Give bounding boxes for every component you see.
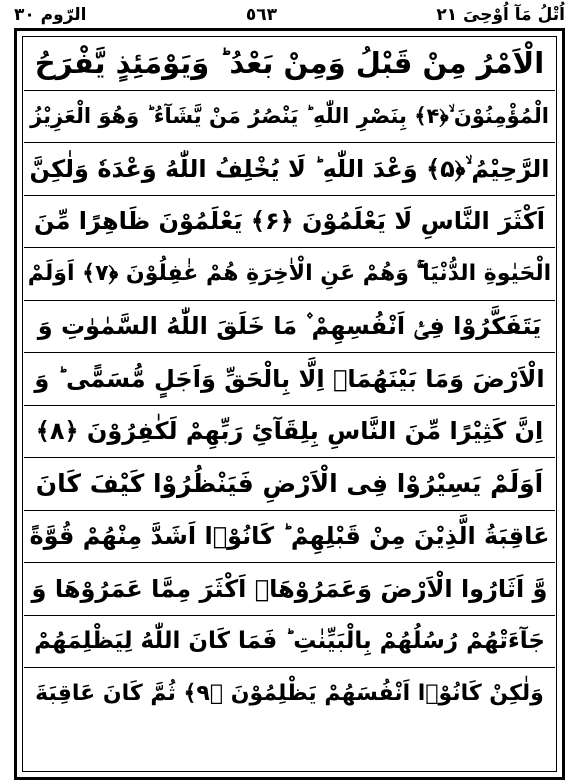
line-text: اَكْثَرَ النَّاسِ لَا یَعْلَمُوْنَ ﴿۶﴾ یَعْلَمُوْنَ ظَاهِرًا مِّنَ — [33, 207, 546, 236]
line-text: اِنَّ كَثِیْرًا مِّنَ النَّاسِ بِلِقَآئِ رَبِّهِمْ لَكٰفِرُوْنَ ﴿۸﴾ — [35, 417, 544, 446]
line-text: جَآءَتْهُمْ رُسُلُهُمْ بِالْبَیِّنٰتِ ؕ فَمَا كَانَ اللّٰهُ لِیَظْلِمَهُمْ — [34, 627, 545, 654]
line-text: عَاقِبَةُ الَّذِیْنَ مِنْ قَبْلِهِمْ ؕ كَانُوْۤا اَشَدَّ مِنْهُمْ قُوَّةً — [29, 522, 550, 551]
text-line — [24, 406, 555, 459]
line-text: الرَّحِیْمُ ۙ﴿۵﴾ وَعْدَ اللّٰهِ ؕ لَا یُخْلِفُ اللّٰهُ وَعْدَهٗ وَلٰكِنَّ — [29, 154, 550, 183]
page-header — [14, 2, 565, 28]
line-text: الْحَیٰوةِ الدُّنْیَا ۚۖ وَهُمْ عَنِ الْاٰخِرَةِ هُمْ غٰفِلُوْنَ ﴿۷﴾ اَوَلَمْ — [27, 260, 552, 286]
surah-name: الرّوم ٣٠ — [14, 5, 87, 25]
text-line — [24, 301, 555, 354]
page-number: ٥٦٣ — [245, 5, 277, 25]
text-line — [24, 196, 555, 249]
line-text: الْمُؤْمِنُوْنَ ۙ﴿۴﴾ بِنَصْرِ اللّٰهِ ؕ یَنْصُرُ مَنْ یَّشَآءُ ؕ وَهُوَ الْعَزِیْزُ — [30, 103, 549, 128]
line-text: الْاَرْضَ وَمَا بَیْنَهُمَاۤ اِلَّا بِالْحَقِّ وَاَجَلٍ مُّسَمًّی ؕ وَ — [34, 364, 545, 393]
text-line — [24, 91, 555, 144]
text-line — [24, 668, 555, 721]
juz-name: اُتْلُ مَآ اُوْحِیَ ٢١ — [436, 5, 565, 25]
text-line — [24, 248, 555, 301]
line-text: وَلٰكِنْ كَانُوْۤا اَنْفُسَهُمْ یَظْلِمُوْنَ ﴿۹﴾ ثُمَّ كَانَ عَاقِبَةَ — [35, 681, 544, 707]
text-line — [24, 458, 555, 511]
line-text: اَوَلَمْ یَسِیْرُوْا فِی الْاَرْضِ فَیَنْظُرُوْا كَیْفَ كَانَ — [35, 469, 544, 499]
text-lines — [24, 38, 555, 721]
text-line — [24, 616, 555, 669]
text-line — [24, 353, 555, 406]
text-line — [24, 143, 555, 196]
text-line — [24, 511, 555, 564]
line-text: یَتَفَكَّرُوْا فِیْۤ اَنْفُسِهِمْ ۫ مَا خَلَقَ اللّٰهُ السَّمٰوٰتِ وَ — [37, 312, 542, 341]
line-text: وَّ اَثَارُوا الْاَرْضَ وَعَمَرُوْهَاۤ اَكْثَرَ مِمَّا عَمَرُوْهَا وَ — [31, 574, 548, 603]
line-text: الْاَمْرُ مِنْ قَبْلُ وَمِنْ بَعْدُ ؕ وَیَوْمَئِذٍ یَّفْرَحُ — [34, 46, 545, 81]
text-line — [24, 38, 555, 91]
text-line — [24, 563, 555, 616]
